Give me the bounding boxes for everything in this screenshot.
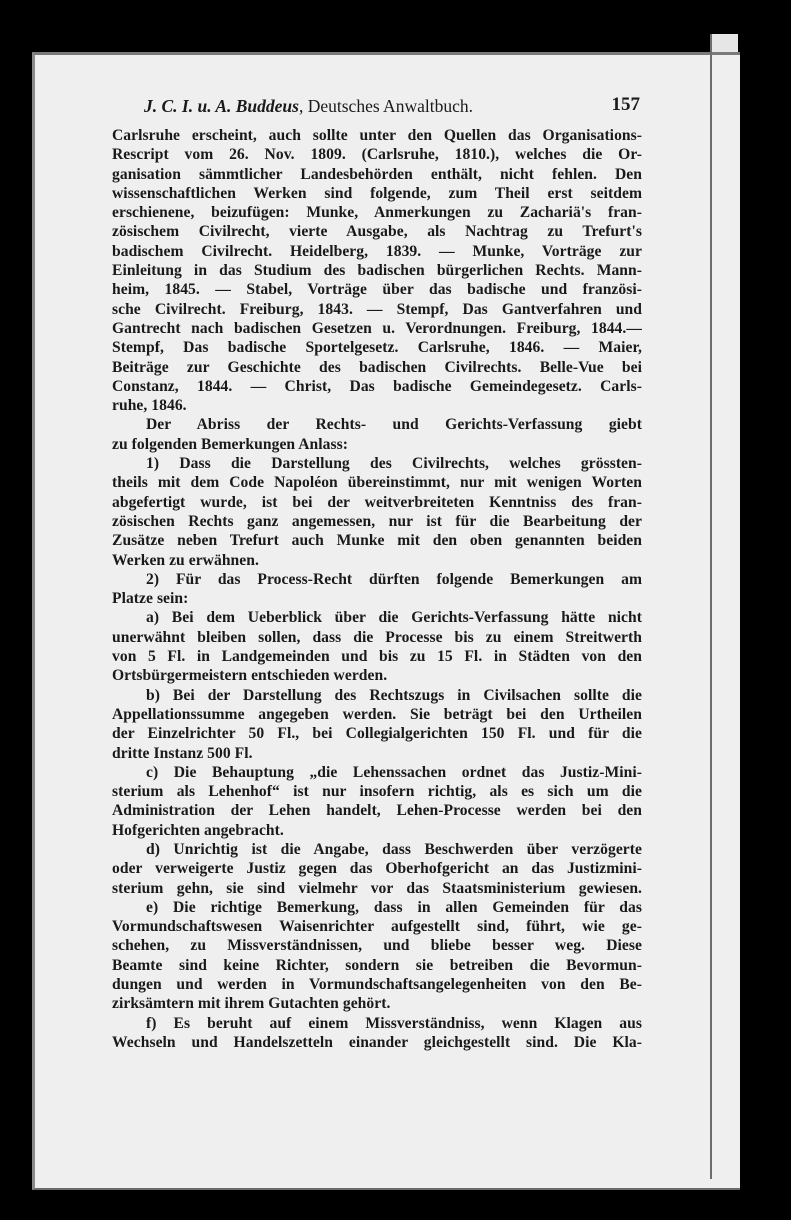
running-head-authors: J. C. I. u. A. Buddeus xyxy=(144,96,299,116)
text-line: Werken zu erwähnen. xyxy=(112,551,259,569)
text-line: Einleitung in das Studium des badischen bürgerlichen Rechts. Mann- xyxy=(112,262,642,280)
page-number: 157 xyxy=(611,94,640,115)
body-text xyxy=(112,126,642,1052)
text-line: badischem Civilrecht. Heidelberg, 1839. — Munke, Vorträge zur xyxy=(112,242,642,260)
text-line: dritte Instanz 500 Fl. xyxy=(112,744,253,762)
text-line: zirksämtern mit ihrem Gutachten gehört. xyxy=(112,995,391,1013)
running-title xyxy=(144,96,473,117)
text-line: zösischen Rechts ganz angemessen, nur ist für die Bearbeitung der xyxy=(112,512,642,530)
text-line: zu folgenden Bemerkungen Anlass: xyxy=(112,435,348,453)
text-line: 1) Dass die Darstellung des Civilrechts, welches grössten- xyxy=(146,455,642,473)
text-line: a) Bei dem Ueberblick über die Gerichts-Verfassung hätte nicht xyxy=(146,609,642,627)
text-line: Zusätze neben Trefurt auch Munke mit den oben genannten beiden xyxy=(112,532,642,550)
text-line: von 5 Fl. in Landgemeinden und bis zu 15 Fl. in Städten von den xyxy=(112,648,642,666)
text-line: der Einzelrichter 50 Fl., bei Collegialgerichten 150 Fl. und für die xyxy=(112,725,642,743)
text-line: Beiträge zur Geschichte des badischen Civilrechts. Belle-Vue bei xyxy=(112,358,642,376)
text-line: 2) Für das Process-Recht dürften folgende Bemerkungen am xyxy=(146,570,642,588)
text-line: abgefertigt wurde, ist bei der weitverbreiteten Kenntniss des fran- xyxy=(112,493,642,511)
text-line: dungen und werden in Vormundschaftsangelegenheiten von den Be- xyxy=(112,976,642,994)
text-line: erschienene, beizufügen: Munke, Anmerkungen zu Zachariä's fran- xyxy=(112,204,642,222)
text-line: sterium gehn, sie sind vielmehr vor das Staatsministerium gewiesen. xyxy=(112,879,642,897)
text-line: sche Civilrecht. Freiburg, 1843. — Stempf, Das Gantverfahren und xyxy=(112,300,642,318)
text-line: theils mit dem Code Napoléon übereinstimmt, nur mit wenigen Worten xyxy=(112,474,642,492)
text-line: Platze sein: xyxy=(112,590,189,608)
text-line: unerwähnt bleiben sollen, dass die Processe bis zu einem Streitwerth xyxy=(112,628,642,646)
text-line: Gantrecht nach badischen Gesetzen u. Verordnungen. Freiburg, 1844.— xyxy=(112,319,642,337)
text-line: e) Die richtige Bemerkung, dass in allen Gemeinden für das xyxy=(146,898,642,916)
page-content xyxy=(112,90,642,1052)
text-line: f) Es beruht auf einem Missverständniss, wenn Klagen aus xyxy=(146,1014,642,1032)
text-line: ruhe, 1846. xyxy=(112,397,187,415)
text-line: Stempf, Das badische Sportelgesetz. Carlsruhe, 1846. — Maier, xyxy=(112,339,642,357)
text-line: zösischem Civilrecht, vierte Ausgabe, als Nachtrag zu Trefurt's xyxy=(112,223,642,241)
running-head xyxy=(112,92,642,126)
text-line: Der Abriss der Rechts- und Gerichts-Verfassung giebt xyxy=(146,416,642,434)
text-line: b) Bei der Darstellung des Rechtszugs in Civilsachen sollte die xyxy=(146,686,642,704)
text-line: Vormundschaftswesen Waisenrichter aufgestellt sind, führt, wie ge- xyxy=(112,918,642,936)
text-line: oder verweigerte Justiz gegen das Oberhofgericht an das Justizmini- xyxy=(112,860,642,878)
text-line: c) Die Behauptung „die Lehenssachen ordnet das Justiz-Mini- xyxy=(146,763,642,781)
text-line: ganisation sämmtlicher Landesbehörden enthält, nicht fehlen. Den xyxy=(112,165,642,183)
text-line: wissenschaftlichen Werken sind folgende, zum Theil erst seitdem xyxy=(112,184,642,202)
page-edge-line xyxy=(710,34,712,1179)
text-line: Ortsbürgermeistern entschieden werden. xyxy=(112,667,388,685)
text-line: Wechseln und Handelszetteln einander gleichgestellt sind. Die Kla- xyxy=(112,1033,642,1051)
running-head-title: , Deutsches Anwaltbuch. xyxy=(298,96,473,116)
text-line: heim, 1845. — Stabel, Vorträge über das badische und französi- xyxy=(112,281,642,299)
text-line: Constanz, 1844. — Christ, Das badische Gemeindegesetz. Carls- xyxy=(112,377,642,395)
text-line: Appellationssumme angegeben werden. Sie beträgt bei den Urtheilen xyxy=(112,705,642,723)
text-line: Carlsruhe erscheint, auch sollte unter den Quellen das Organisations- xyxy=(112,127,642,144)
text-line: Rescript vom 26. Nov. 1809. (Carlsruhe, 1810.), welches die Or- xyxy=(112,146,642,164)
text-line: sterium als Lehenhof“ ist nur insofern richtig, als es sich um die xyxy=(112,783,642,801)
text-line: d) Unrichtig ist die Angabe, dass Beschwerden über verzögerte xyxy=(146,840,642,858)
text-line: schehen, zu Missverständnissen, und bliebe besser weg. Diese xyxy=(112,937,642,955)
text-line: Beamte sind keine Richter, sondern sie betreiben die Bevormun- xyxy=(112,956,642,974)
text-line: Administration der Lehen handelt, Lehen-Processe werden bei den xyxy=(112,802,642,820)
text-line: Hofgerichten angebracht. xyxy=(112,821,284,839)
